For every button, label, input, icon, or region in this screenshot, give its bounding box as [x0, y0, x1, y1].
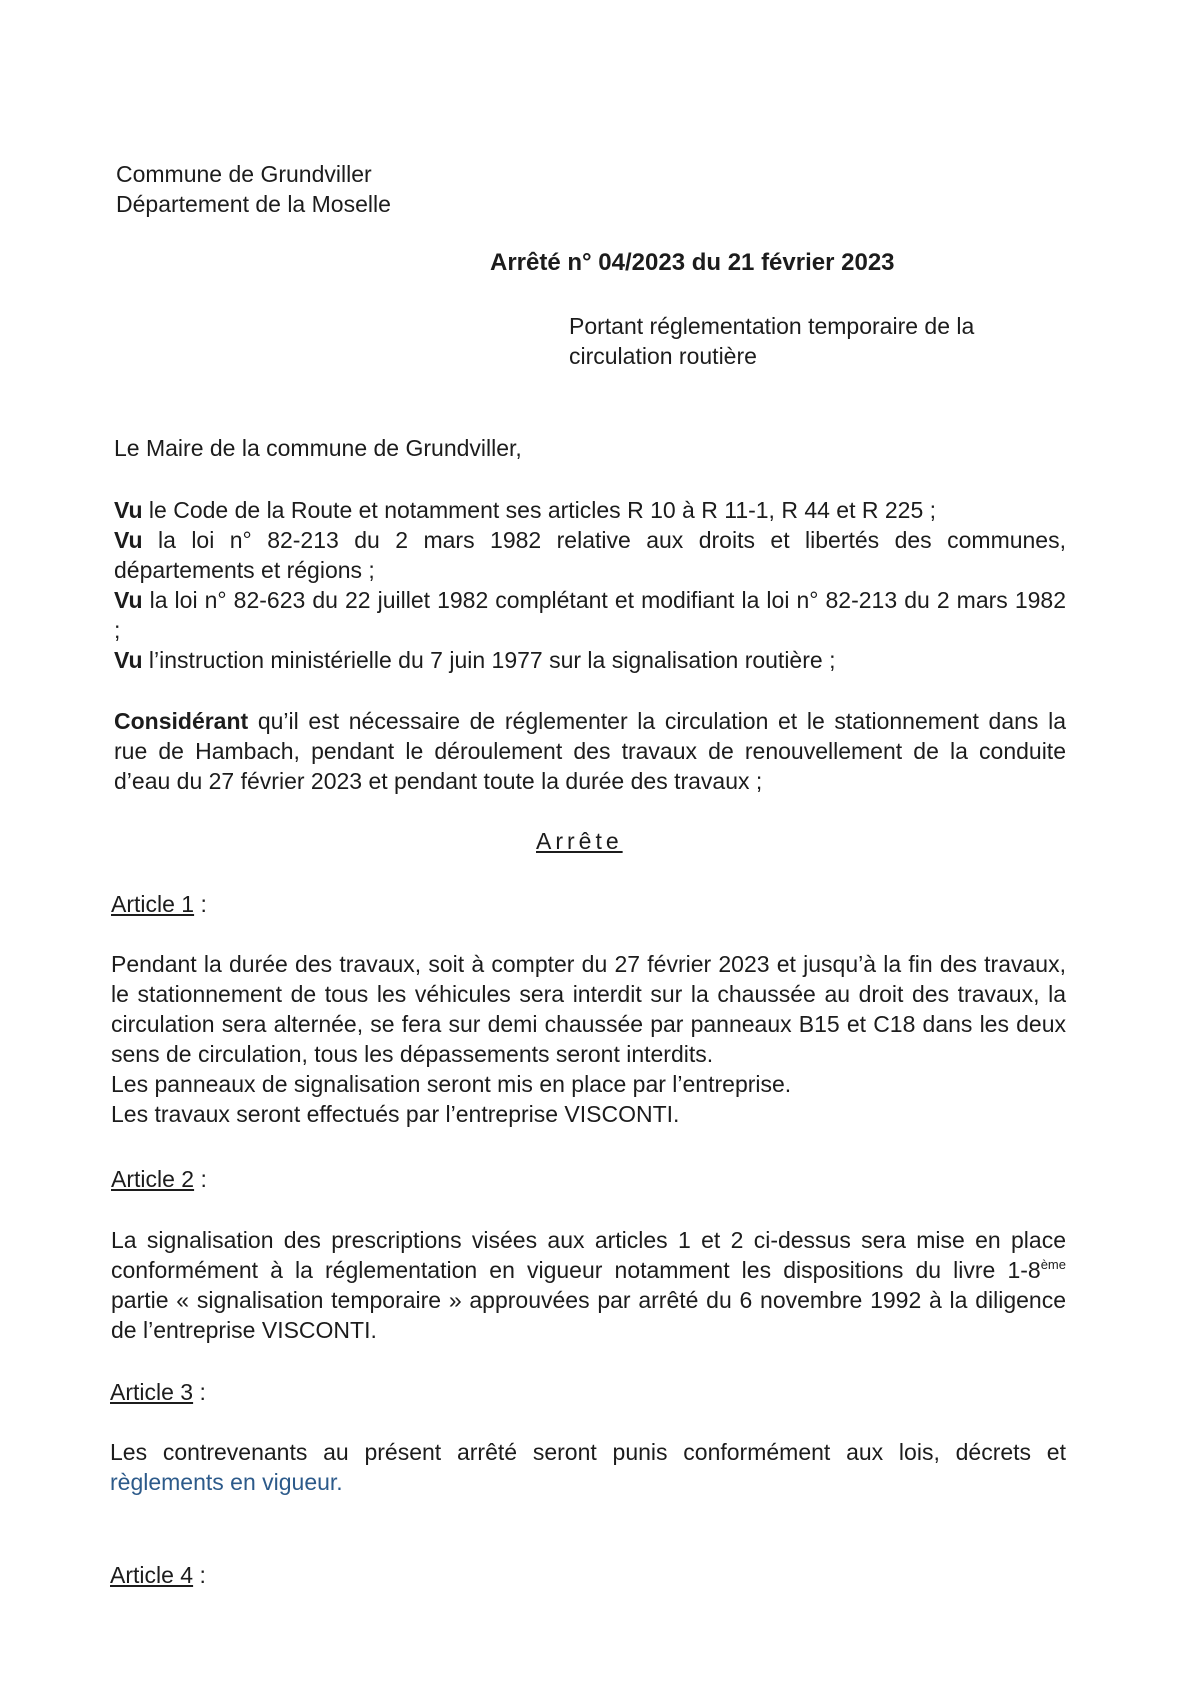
article-1-line: Les travaux seront effectués par l’entreprise VISCONTI.	[111, 1101, 680, 1127]
article-3-body: Les contrevenants au présent arrêté seront punis conformément aux lois, décrets et règlements en vigueur.	[110, 1439, 1066, 1495]
article-1-line: Pendant la durée des travaux, soit à compter du 27 février 2023 et jusqu’à la fin des travaux, le stationnement de tous les véhicules sera interdit sur la chaussée au droit des travaux, la circulation sera alternée, se fera sur demi chaussée par panneaux B15 et C18 dans les deux sens de circulation, tous les dépassements seront interdits.	[111, 951, 1066, 1067]
mayor-intro: Le Maire de la commune de Grundviller,	[114, 435, 522, 461]
article-4-heading: Article 4 :	[110, 1562, 206, 1588]
article-label: Article 1	[111, 891, 195, 917]
article-2-body: La signalisation des prescriptions visées aux articles 1 et 2 ci-dessus sera mise en place conformément à la réglementation en vigueur notamment les dispositions du livre 1-8ème partie « signalisation temporaire » approuvées par arrêté du 6 novembre 1992 à la diligence de l’entreprise VISCONTI.	[111, 1227, 1066, 1343]
document-subject	[569, 311, 1039, 371]
considerant-text: qu’il est nécessaire de réglementer la circulation et le stationnement dans la rue de Hambach, pendant le déroulement des travaux de renouvellement de la conduite d’eau du 27 février 2023 et pendant toute la durée des travaux ;	[114, 708, 1066, 794]
considerant-paragraph	[114, 706, 1066, 796]
vu-item	[114, 495, 1066, 525]
vu-text: l’instruction ministérielle du 7 juin 1977 sur la signalisation routière ;	[142, 647, 836, 673]
vu-list	[114, 495, 1066, 675]
article-label: Article 3	[110, 1379, 194, 1405]
vu-label: Vu	[114, 647, 143, 673]
vu-label: Vu	[114, 497, 143, 523]
issuer-block	[116, 159, 616, 219]
document-title: Arrêté n° 04/2023 du 21 février 2023	[490, 249, 895, 276]
article-label: Article 2	[111, 1166, 195, 1192]
vu-text: le Code de la Route et notamment ses articles R 10 à R 11-1, R 44 et R 225 ;	[142, 497, 937, 523]
superscript: ème	[1040, 1257, 1066, 1272]
article-3-heading: Article 3 :	[110, 1379, 206, 1405]
vu-item	[114, 585, 1066, 645]
considerant-label: Considérant	[114, 708, 249, 734]
departement-name: Département de la Moselle	[116, 191, 391, 217]
commune-name: Commune de Grundviller	[116, 161, 372, 187]
article-1-line: Les panneaux de signalisation seront mis en place par l’entreprise.	[111, 1071, 792, 1097]
article-1-body	[111, 949, 1066, 1129]
article-1-heading: Article 1 :	[111, 891, 207, 917]
arrete-heading: Arrête	[536, 828, 623, 854]
vu-label: Vu	[114, 587, 143, 613]
article-label: Article 4	[110, 1562, 194, 1588]
subject-line-2: circulation routière	[569, 343, 757, 369]
vu-item	[114, 645, 1066, 675]
subject-line-1: Portant réglementation temporaire de la	[569, 313, 975, 339]
article-2-heading: Article 2 :	[111, 1166, 207, 1192]
vu-text: la loi n° 82-213 du 2 mars 1982 relative aux droits et libertés des communes, départements et régions ;	[114, 527, 1066, 583]
vu-item	[114, 525, 1066, 585]
vu-label: Vu	[114, 527, 143, 553]
vu-text: la loi n° 82-623 du 22 juillet 1982 complétant et modifiant la loi n° 82-213 du 2 mars 1982 ;	[114, 587, 1066, 643]
blue-text: règlements en vigueur.	[110, 1469, 343, 1495]
